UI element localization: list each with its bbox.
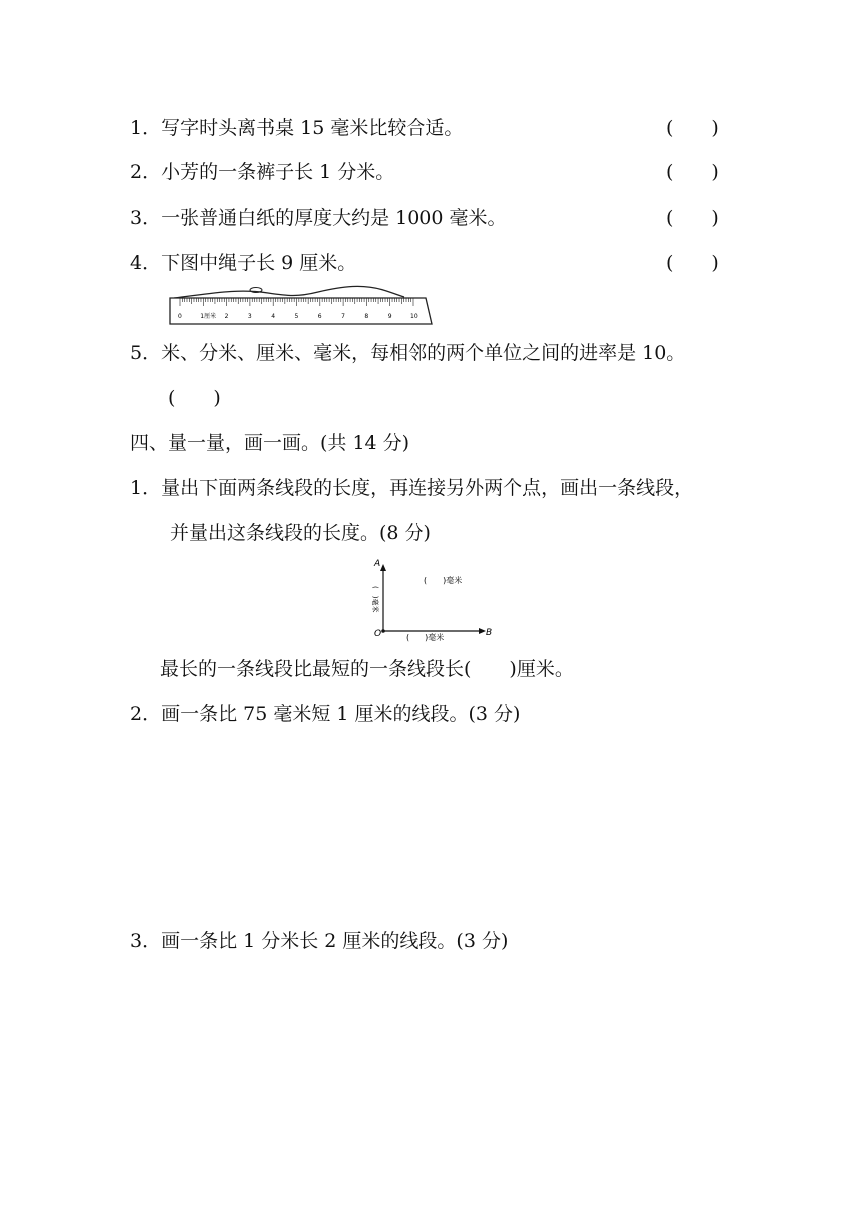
q3: 3．画一条比 1 分米长 2 厘米的线段。(3 分) xyxy=(130,930,509,952)
judge-item-1: 1．写字时头离书桌 15 毫米比较合适。 xyxy=(130,117,464,139)
judge-item-3: 3．一张普通白纸的厚度大约是 1000 毫米。 xyxy=(130,207,507,229)
answer-blank-2[interactable]: ( ) xyxy=(666,161,719,183)
judge-item-5: 5．米、分米、厘米、毫米，每相邻的两个单位之间的进率是 10。 xyxy=(130,342,686,364)
ruler-tick-label: 7 xyxy=(341,313,345,320)
ruler-tick-label: 10 xyxy=(410,313,418,320)
point-o xyxy=(381,629,385,633)
answer-blank-3[interactable]: ( ) xyxy=(666,207,719,229)
q2: 2．画一条比 75 毫米短 1 厘米的线段。(3 分) xyxy=(130,703,521,725)
q1-answer: 最长的一条线段比最短的一条线段长( )厘米。 xyxy=(160,658,574,680)
label-point-o: O xyxy=(374,629,382,639)
ruler-tick-label: 6 xyxy=(317,313,322,320)
arrow-a xyxy=(380,564,386,571)
judge-item-2: 2．小芳的一条裤子长 1 分米。 xyxy=(130,161,395,183)
answer-blank-5[interactable]: ( ) xyxy=(168,387,221,409)
ruler-tick-label: 8 xyxy=(364,313,369,320)
label-point-a: A xyxy=(374,559,381,569)
ruler-figure xyxy=(168,284,436,328)
label-ab-length: ( )毫米 xyxy=(424,576,463,585)
ruler-tick-label: 0 xyxy=(178,313,182,320)
label-point-b: B xyxy=(486,628,493,638)
ruler-tick-label: 5 xyxy=(294,313,299,320)
label-oa-length: ( )毫米 xyxy=(371,586,379,613)
answer-blank-4[interactable]: ( ) xyxy=(666,252,719,274)
q1-line1: 1．量出下面两条线段的长度，再连接另外两个点，画出一条线段， xyxy=(130,477,694,499)
ruler-tick-label: 9 xyxy=(387,313,392,320)
segment-figure xyxy=(360,556,500,642)
section-title: 四、量一量，画一画。(共 14 分) xyxy=(130,432,410,454)
label-ob-length: ( )毫米 xyxy=(406,633,445,642)
arrow-b xyxy=(479,628,486,634)
ruler-tick-label: 2 xyxy=(224,313,229,320)
q1-line2: 并量出这条线段的长度。(8 分) xyxy=(170,522,431,544)
answer-blank-1[interactable]: ( ) xyxy=(666,117,719,139)
ruler-tick-label: 1厘米 xyxy=(200,313,217,320)
ruler-tick-label: 4 xyxy=(271,313,276,320)
judge-item-4: 4．下图中绳子长 9 厘米。 xyxy=(130,252,357,274)
rope-curve xyxy=(174,286,404,298)
ruler-tick-label: 3 xyxy=(247,313,252,320)
